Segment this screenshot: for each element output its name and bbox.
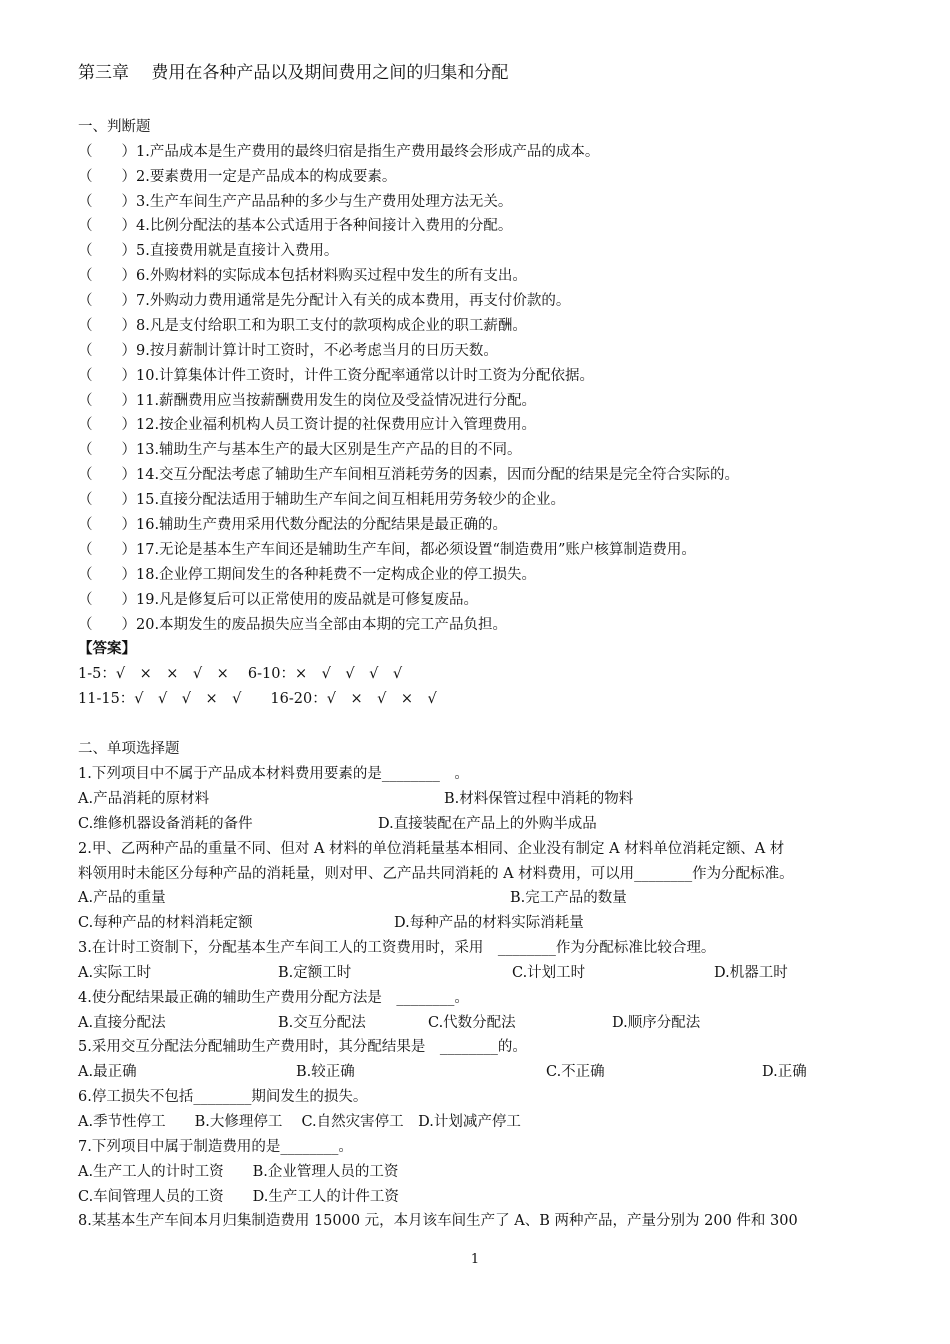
- judgement-item: （ ）19.凡是修复后可以正常使用的废品就是可修复废品。: [78, 592, 479, 608]
- question-2-line-1: 2.甲、乙两种产品的重量不同、但对 A 材料的单位消耗量基本相同、企业没有制定 A 材料单位消耗定额、A 材: [78, 841, 785, 857]
- options-7-line-1: A.生产工人的计时工资 B.企业管理人员的工资: [78, 1164, 399, 1180]
- judgement-item: （ ）14.交互分配法考虑了辅助生产车间相互消耗劳务的因素，因而分配的结果是完全符合实际的。: [78, 467, 740, 483]
- option-3a: A.实际工时: [78, 965, 152, 981]
- option-5c: C.不正确: [546, 1064, 605, 1080]
- option-1b: B.材料保管过程中消耗的物料: [444, 791, 634, 807]
- judgement-item: （ ）4.比例分配法的基本公式适用于各种间接计入费用的分配。: [78, 218, 513, 234]
- judgement-item: （ ）15.直接分配法适用于辅助生产车间之间互相耗用劳务较少的企业。: [78, 492, 566, 508]
- judgement-item: （ ）17.无论是基本生产车间还是辅助生产车间，都必须设置“制造费用”账户核算制造费用。: [78, 542, 696, 558]
- judgement-item: （ ）8.凡是支付给职工和为职工支付的款项构成企业的职工薪酬。: [78, 318, 527, 334]
- option-1a: A.产品消耗的原材料: [78, 791, 210, 807]
- option-4a: A.直接分配法: [78, 1015, 166, 1031]
- question-7: 7.下列项目中属于制造费用的是________。: [78, 1139, 353, 1155]
- judgement-item: （ ）10.计算集体计件工资时，计件工资分配率通常以计时工资为分配依据。: [78, 368, 595, 384]
- option-5a: A.最正确: [78, 1064, 137, 1080]
- judgement-item: （ ）12.按企业福利机构人员工资计提的社保费用应计入管理费用。: [78, 417, 537, 433]
- judgement-item: （ ）5.直接费用就是直接计入费用。: [78, 243, 339, 259]
- judgement-item: （ ）20.本期发生的废品损失应当全部由本期的完工产品负担。: [78, 617, 508, 633]
- option-3d: D.机器工时: [714, 965, 788, 981]
- question-6: 6.停工损失不包括________期间发生的损失。: [78, 1089, 368, 1105]
- judgement-item: （ ）11.薪酬费用应当按薪酬费用发生的岗位及受益情况进行分配。: [78, 393, 537, 409]
- option-1d: D.直接装配在产品上的外购半成品: [378, 816, 597, 832]
- question-8: 8.某基本生产车间本月归集制造费用 15000 元，本月该车间生产了 A、B 两种产品，产量分别为 200 件和 300: [78, 1213, 798, 1229]
- chapter-title: 第三章 费用在各种产品以及期间费用之间的归集和分配: [78, 63, 509, 83]
- question-1: 1.下列项目中不属于产品成本材料费用要素的是________ 。: [78, 766, 469, 782]
- judgement-item: （ ）2.要素费用一定是产品成本的构成要素。: [78, 169, 397, 185]
- option-3b: B.定额工时: [278, 965, 352, 981]
- options-6: A.季节性停工 B.大修理停工 C.自然灾害停工 D.计划减产停工: [78, 1114, 521, 1130]
- question-3: 3.在计时工资制下，分配基本生产车间工人的工资费用时，采用 ________作为分配标准比较合理。: [78, 940, 716, 956]
- option-3c: C.计划工时: [512, 965, 586, 981]
- judgement-item: （ ）1.产品成本是生产费用的最终归宿是指生产费用最终会形成产品的成本。: [78, 144, 600, 160]
- option-1c: C.维修机器设备消耗的备件: [78, 816, 253, 832]
- judgement-item: （ ）18.企业停工期间发生的各种耗费不一定构成企业的停工损失。: [78, 567, 537, 583]
- judgement-item: （ ）6.外购材料的实际成本包括材料购买过程中发生的所有支出。: [78, 268, 527, 284]
- option-2a: A.产品的重量: [78, 890, 166, 906]
- answer-heading: 【答案】: [78, 640, 136, 657]
- option-4c: C.代数分配法: [428, 1015, 516, 1031]
- answer-line-1: 1-5：√ × × √ × 6-10：× √ √ √ √: [78, 666, 403, 682]
- question-4: 4.使分配结果最正确的辅助生产费用分配方法是 ________。: [78, 990, 469, 1006]
- judgement-item: （ ）9.按月薪制计算计时工资时，不必考虑当月的日历天数。: [78, 343, 498, 359]
- judgement-item: （ ）13.辅助生产与基本生产的最大区别是生产产品的目的不同。: [78, 442, 522, 458]
- answer-line-2: 11-15：√ √ √ × √ 16-20：√ × √ × √: [78, 691, 437, 707]
- options-7-line-2: C.车间管理人员的工资 D.生产工人的计件工资: [78, 1189, 399, 1205]
- option-2d: D.每种产品的材料实际消耗量: [394, 915, 584, 931]
- section-heading-mcq: 二、单项选择题: [78, 741, 180, 757]
- option-4b: B.交互分配法: [278, 1015, 366, 1031]
- option-4d: D.顺序分配法: [612, 1015, 701, 1031]
- option-5d: D.正确: [762, 1064, 807, 1080]
- question-2-line-2: 料领用时未能区分每种产品的消耗量，则对甲、乙产品共同消耗的 A 材料费用，可以用________作为分配标准。: [78, 866, 794, 882]
- option-5b: B.较正确: [296, 1064, 355, 1080]
- judgement-item: （ ）3.生产车间生产产品品种的多少与生产费用处理方法无关。: [78, 194, 513, 210]
- section-heading-judgement: 一、判断题: [78, 119, 151, 135]
- option-2b: B.完工产品的数量: [510, 890, 627, 906]
- question-5: 5.采用交互分配法分配辅助生产费用时，其分配结果是 ________的。: [78, 1039, 527, 1055]
- judgement-item: （ ）16.辅助生产费用采用代数分配法的分配结果是最正确的。: [78, 517, 508, 533]
- judgement-item: （ ）7.外购动力费用通常是先分配计入有关的成本费用，再支付价款的。: [78, 293, 571, 309]
- page-number: 1: [470, 1252, 480, 1267]
- option-2c: C.每种产品的材料消耗定额: [78, 915, 253, 931]
